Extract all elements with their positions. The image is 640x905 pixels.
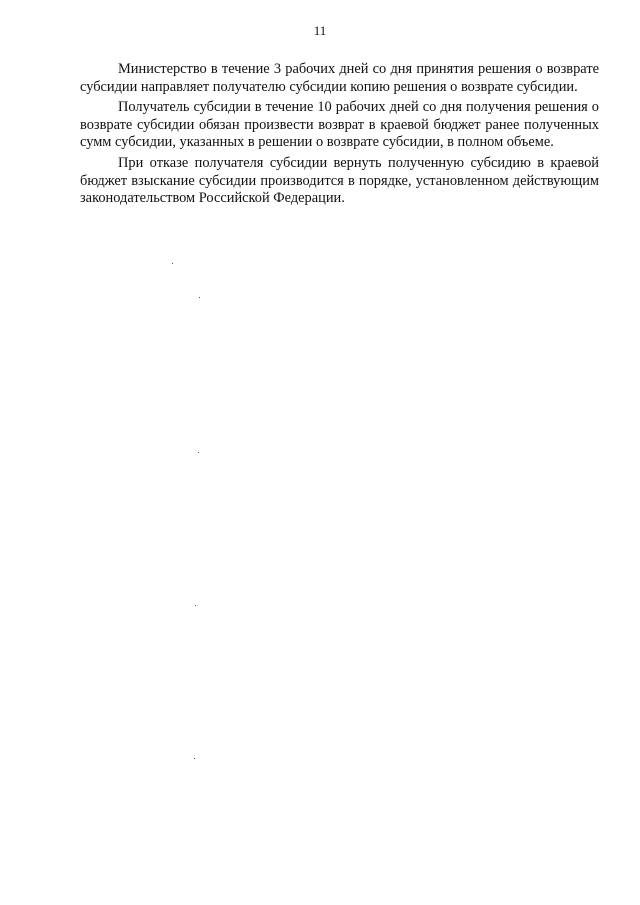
paragraph-subsidy-repayment-obligation: Получатель субсидии в течение 10 рабочих дней со дня получения решения о возврате субсидии обязан произвести возврат в краевой бюджет ранее полученных сумм субсидии, указанных в решении о возврате субсидии, в полном объеме. <box>80 99 599 151</box>
scan-speck <box>199 297 200 298</box>
scan-speck <box>194 758 195 759</box>
scan-speck <box>198 452 199 453</box>
paragraph-subsidy-recovery-on-refusal: При отказе получателя субсидии вернуть полученную субсидию в краевой бюджет взыскание субсидии производится в порядке, установленном действующим законодательством Российской Федерации. <box>80 154 599 207</box>
paragraph-subsidy-return-notice: Министерство в течение 3 рабочих дней со дня принятия решения о возврате субсидии направляет получателю субсидии копию решения о возврате субсидии. <box>80 61 599 95</box>
page-number: 11 <box>313 23 327 38</box>
document-body <box>80 61 599 211</box>
scan-speck <box>172 263 173 264</box>
scan-speck <box>195 605 196 606</box>
